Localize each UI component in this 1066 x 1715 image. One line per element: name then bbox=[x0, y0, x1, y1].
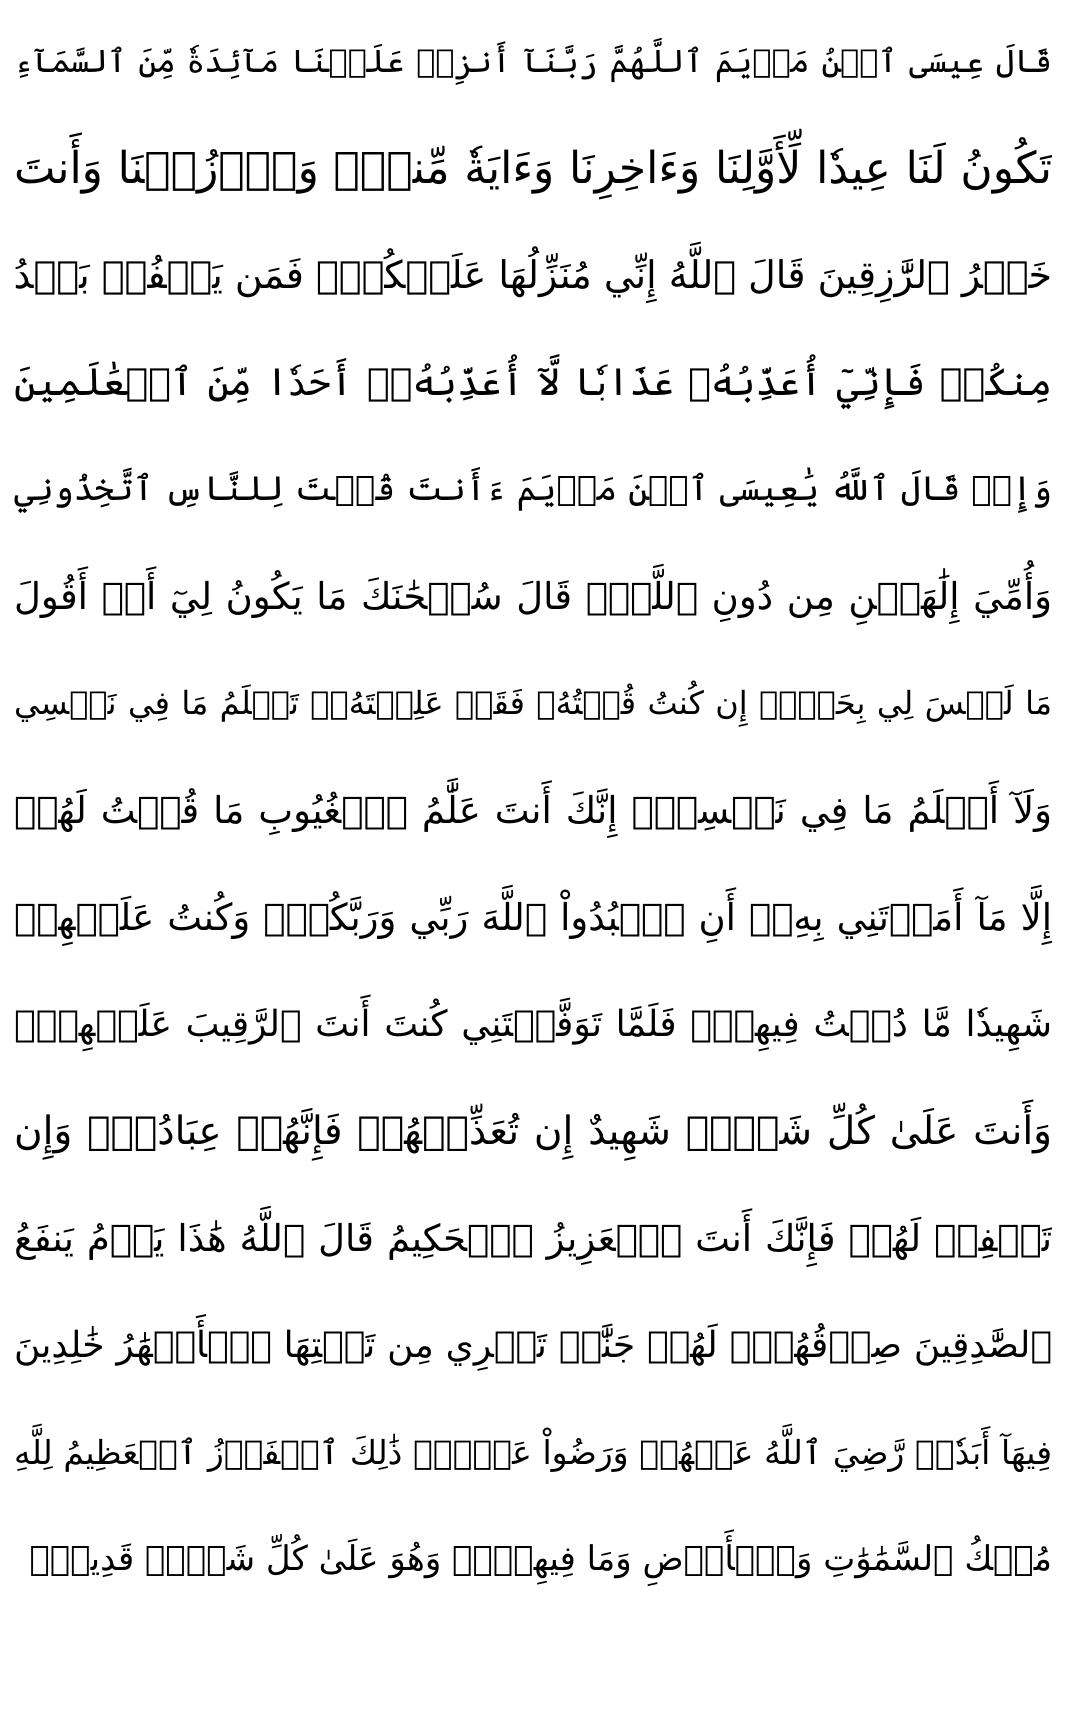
verse-line-14: فِيهَآ أَبَدٗاۖ رَّضِيَ ٱللَّهُ عَنۡهُمۡ وَرَضُواْ عَنۡهُۚ ذَٰلِكَ ٱلۡفَوۡزُ ٱلۡعَظِيمُ لِلَّهِ bbox=[14, 1433, 1052, 1472]
verse-line-6: وَأُمِّيَ إِلَٰهَيۡنِ مِن دُونِ ٱللَّهِۖ قَالَ سُبۡحَٰنَكَ مَا يَكُونُ لِيٓ أَنۡ أَقُولَ bbox=[14, 575, 1052, 618]
verse-line-15: مُلۡكُ ٱلسَّمَٰوَٰتِ وَٱلۡأَرۡضِ وَمَا فِيهِنَّۚ وَهُوَ عَلَىٰ كُلِّ شَيۡءٖ قَدِيرُۢ bbox=[29, 1539, 1052, 1579]
verse-line-11: وَأَنتَ عَلَىٰ كُلِّ شَيۡءٖ شَهِيدٌ إِن تُعَذِّبۡهُمۡ فَإِنَّهُمۡ عِبَادُكَۖ وَإِن bbox=[14, 1109, 1052, 1154]
verse-line-4: مِنكُمۡ فَإِنِّيٓ أُعَذِّبُهُۥ عَذَابٗا لَّآ أُعَذِّبُهُۥٓ أَحَدٗا مِّنَ ٱلۡعَٰلَمِينَ bbox=[14, 360, 1052, 404]
verse-line-5: وَإِذۡ قَالَ ٱللَّهُ يَٰعِيسَى ٱبۡنَ مَرۡيَمَ ءَأَنتَ قُلۡتَ لِلنَّاسِ ٱتَّخِذُونِي bbox=[14, 469, 1052, 509]
verse-line-7: مَا لَيۡسَ لِي بِحَقٍّۚ إِن كُنتُ قُلۡتُهُۥ فَقَدۡ عَلِمۡتَهُۥۚ تَعۡلَمُ مَا فِي نَفۡسِي bbox=[14, 684, 1052, 722]
verse-line-1: قَالَ عِيسَى ٱبۡنُ مَرۡيَمَ ٱللَّهُمَّ رَبَّنَآ أَنزِلۡ عَلَيۡنَا مَآئِدَةٗ مِّنَ ٱلسَّمَآءِ bbox=[14, 42, 1052, 80]
verse-line-8: وَلَآ أَعۡلَمُ مَا فِي نَفۡسِكَۚ إِنَّكَ أَنتَ عَلَّٰمُ ٱلۡغُيُوبِ مَا قُلۡتُ لَهُمۡ bbox=[14, 789, 1052, 832]
verse-line-13: ٱلصَّٰدِقِينَ صِدۡقُهُمۡۚ لَهُمۡ جَنَّٰتٞ تَجۡرِي مِن تَحۡتِهَا ٱلۡأَنۡهَٰرُ خَٰلِدِينَ bbox=[14, 1325, 1052, 1366]
verse-line-3: خَيۡرُ ٱلرَّٰزِقِينَ قَالَ ٱللَّهُ إِنِّي مُنَزِّلُهَا عَلَيۡكُمۡۖ فَمَن يَكۡفُرۡ بَعۡدُ bbox=[14, 253, 1052, 297]
verse-line-2: تَكُونُ لَنَا عِيدٗا لِّأَوَّلِنَا وَءَاخِرِنَا وَءَايَةٗ مِّنكَۖ وَٱرۡزُقۡنَا وَأَنتَ bbox=[14, 143, 1052, 194]
verse-line-12: تَغۡفِرۡ لَهُمۡ فَإِنَّكَ أَنتَ ٱلۡعَزِيزُ ٱلۡحَكِيمُ قَالَ ٱللَّهُ هَٰذَا يَوۡمُ يَنفَعُ bbox=[14, 1217, 1052, 1260]
verse-line-10: شَهِيدٗا مَّا دُمۡتُ فِيهِمۡۖ فَلَمَّا تَوَفَّيۡتَنِي كُنتَ أَنتَ ٱلرَّقِيبَ عَلَيۡهِمۡۚ bbox=[14, 1004, 1052, 1045]
verse-line-9: إِلَّا مَآ أَمَرۡتَنِي بِهِۦٓ أَنِ ٱعۡبُدُواْ ٱللَّهَ رَبِّي وَرَبَّكُمۡۚ وَكُنتُ عَلَيۡهِمۡ bbox=[14, 896, 1052, 939]
